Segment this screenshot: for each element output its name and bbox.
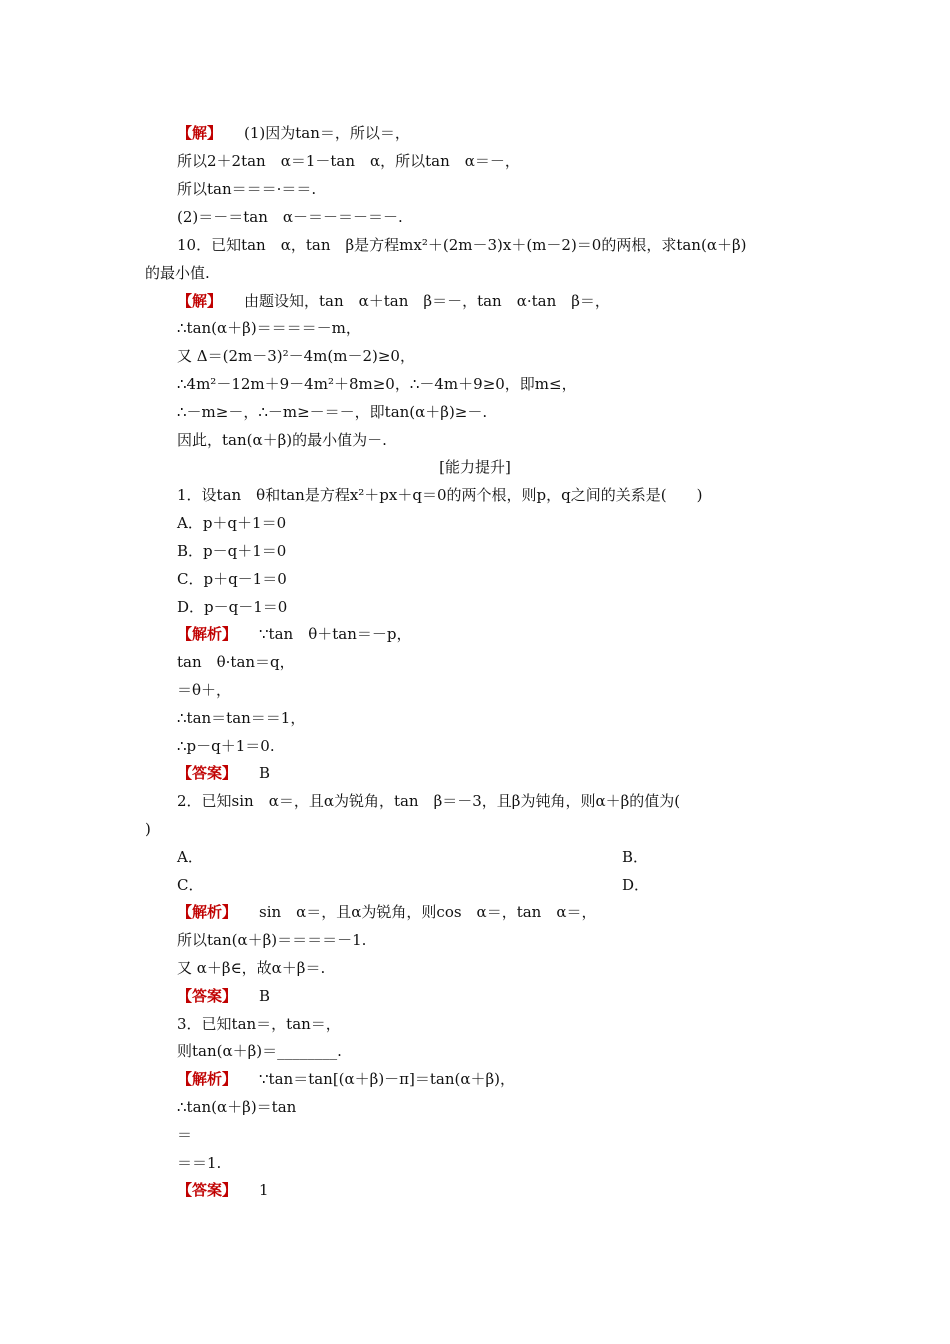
text-line [177,179,847,199]
option-line [177,569,847,589]
question-line [177,1041,847,1061]
line-text: [能力提升] [439,458,511,476]
line-text: 10．已知tan α，tan β是方程mx²＋(2m－3)x＋(m－2)＝0的两根，求tan(α＋β) [177,236,747,254]
text-line [177,708,847,728]
text-line [177,1153,847,1173]
question-line [177,791,847,811]
question-line [177,1014,847,1034]
text-line [177,680,847,700]
line-text: (1)因为tan＝，所以＝， [244,124,410,142]
question-line [177,485,847,505]
line-text: 的最小值. [145,264,210,282]
text-line [177,207,847,227]
line-text: D． [622,876,650,894]
text-line [177,736,847,756]
line-text: B [259,987,271,1005]
option-line [177,875,847,895]
answer-tag: 【解】 [177,292,223,310]
analysis-tag: 【解析】 [177,903,238,921]
text-line [177,1097,847,1117]
line-text: ∴－m≥－，∴－m≥－＝－，即tan(α＋β)≥－. [177,403,488,421]
line-text: ∵tan＝tan[(α＋β)－π]＝tan(α＋β)， [259,1070,516,1088]
answer-tag: 【答案】 [177,1181,238,1199]
question-line [145,263,815,283]
line-text: ∴tan(α＋β)＝＝＝＝－m， [177,319,361,337]
text-line [177,430,847,450]
line-text: 1．设tan θ和tan是方程x²＋px＋q＝0的两个根，则p，q之间的关系是( ) [177,486,703,504]
line-text: ＝θ＋， [177,681,232,699]
line-text: 3．已知tan＝，tan＝， [177,1015,341,1033]
analysis-tag: 【解析】 [177,625,238,643]
option-line [177,597,847,617]
section-heading [0,457,950,477]
line-text: 又 Δ＝(2m－3)²－4m(m－2)≥0， [177,347,415,365]
line-text: 1 [259,1181,269,1199]
line-text: ) [145,820,151,838]
line-text: ∵tan θ＋tan＝－p， [259,625,412,643]
text-line [177,1180,847,1200]
line-text: 则tan(α＋β)＝________. [177,1042,342,1060]
line-text: 2．已知sin α＝，且α为锐角，tan β＝－3，且β为钝角，则α＋β的值为( [177,792,681,810]
text-line [177,374,847,394]
line-text: (2)＝－＝tan α－＝－＝－＝－. [177,208,403,226]
text-line [177,652,847,672]
text-line [177,986,847,1006]
text-line [177,930,847,950]
line-text: 因此，tan(α＋β)的最小值为－. [177,431,387,449]
line-text: C． [177,876,204,894]
line-text: B [259,764,271,782]
text-line [177,902,847,922]
line-text: sin α＝，且α为锐角，则cos α＝，tan α＝， [259,903,597,921]
line-text: ∴4m²－12m＋9－4m²＋8m≥0，∴－4m＋9≥0，即m≤， [177,375,577,393]
line-text: ＝ [177,1126,193,1144]
line-text: D．p－q－1＝0 [177,598,288,616]
line-text: 所以tan(α＋β)＝＝＝＝－1. [177,931,367,949]
line-text: 所以2＋2tan α＝1－tan α，所以tan α＝－， [177,152,520,170]
text-line [177,346,847,366]
line-text: 由题设知，tan α＋tan β＝－，tan α·tan β＝， [244,292,610,310]
option-line [177,847,847,867]
text-line [177,1125,847,1145]
line-text: A．p＋q＋1＝0 [177,514,287,532]
line-text: C．p＋q－1＝0 [177,570,287,588]
answer-tag: 【答案】 [177,987,238,1005]
text-line [177,123,847,143]
text-line [177,958,847,978]
text-line [177,624,847,644]
option-line [177,513,847,533]
line-text: tan θ·tan＝q， [177,653,295,671]
line-text: 又 α＋β∈，故α＋β＝. [177,959,326,977]
line-text: ＝＝1. [177,1154,222,1172]
line-text: B．p－q＋1＝0 [177,542,287,560]
line-text: ∴tan＝tan＝＝1， [177,709,306,727]
text-line [177,318,847,338]
answer-tag: 【解】 [177,124,223,142]
text-line [177,763,847,783]
text-line [177,402,847,422]
line-text: ∴p－q＋1＝0. [177,737,275,755]
line-text: A． [177,848,203,866]
analysis-tag: 【解析】 [177,1070,238,1088]
text-line [177,151,847,171]
line-text: B． [622,848,649,866]
question-line [145,819,815,839]
text-line [177,1069,847,1089]
line-text: ∴tan(α＋β)＝tan [177,1098,297,1116]
option-line [177,541,847,561]
text-line [177,291,847,311]
answer-tag: 【答案】 [177,764,238,782]
question-line [177,235,847,255]
line-text: 所以tan＝＝＝·＝＝. [177,180,317,198]
